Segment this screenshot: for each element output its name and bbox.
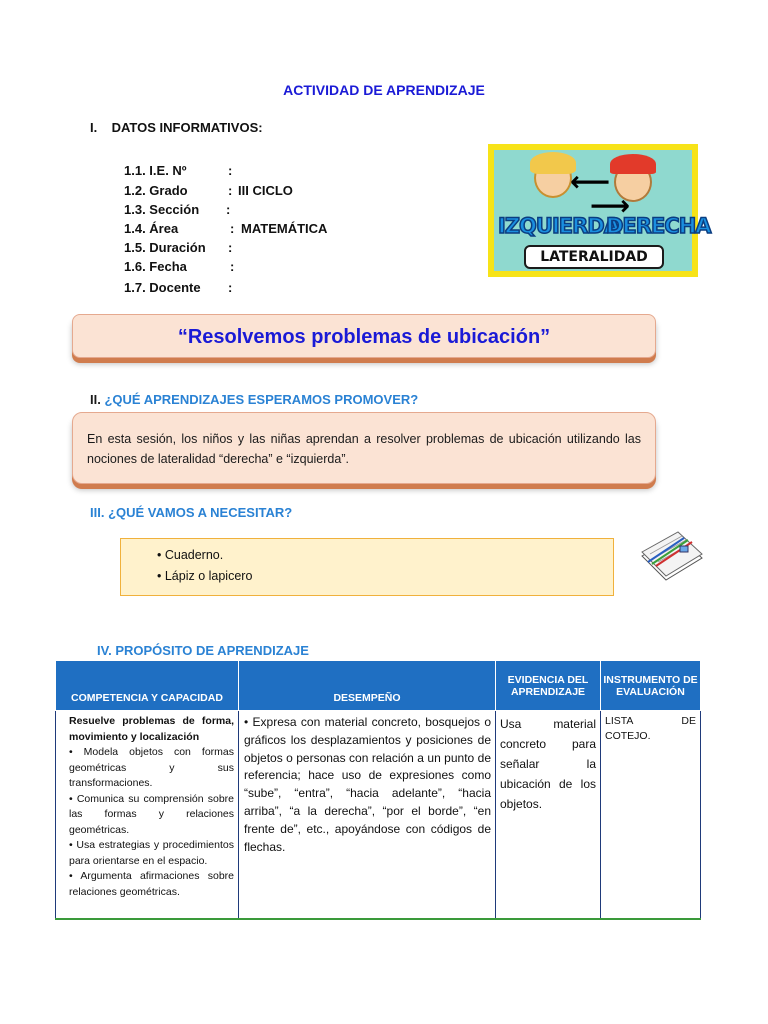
- info-colon: :: [228, 280, 233, 295]
- info-row-area: [124, 221, 328, 236]
- desempeno-cell: • Expresa con material concreto, bosquejos o gráficos los desplazamientos y posiciones de objetos o personas con relación a un punto de referencia; hace uso de expresiones como “sube”, “entra”, “hacia adelante”, “hacia arriba”, “a la derecha”, “por el borde”, “en frente de”, etc., apoyándose con códigos de flechas.: [239, 711, 496, 919]
- info-row-ie: [124, 163, 233, 178]
- section-3-label: ¿QUÉ VAMOS A NECESITAR?: [108, 505, 293, 520]
- learning-goals-box: En esta sesión, los niños y las niñas aprendan a resolver problemas de ubicación utilizando las nociones de lateralidad “derecha” e “izquierda”.: [72, 412, 656, 484]
- illustration-background: [494, 150, 711, 271]
- boy-cap-icon: [610, 154, 656, 174]
- info-colon: :: [230, 221, 235, 236]
- info-label: 1.1. I.E. Nº: [124, 163, 187, 178]
- table-row: [56, 711, 701, 919]
- info-row-docente: [124, 280, 233, 295]
- instrumento-cell: LISTA DE COTEJO.: [601, 711, 701, 919]
- info-label: 1.7. Docente: [124, 280, 201, 295]
- info-row-seccion: [124, 202, 231, 217]
- info-label: 1.3. Sección: [124, 202, 200, 217]
- info-colon: :: [228, 183, 233, 198]
- info-value: III CICLO: [238, 183, 293, 198]
- section-1-heading: [90, 120, 263, 135]
- document-title: ACTIVIDAD DE APRENDIZAJE: [283, 82, 485, 98]
- capacidad-item: • Argumenta afirmaciones sobre relaciones geométricas.: [69, 870, 234, 898]
- materials-box: [120, 538, 614, 596]
- section-4-number: IV.: [97, 643, 112, 658]
- info-colon: :: [228, 240, 233, 255]
- lateralidad-banner: LATERALIDAD: [524, 245, 664, 269]
- header-instrumento: INSTRUMENTO DE EVALUACIÓN: [601, 661, 701, 711]
- info-label: 1.5. Duración: [124, 240, 206, 255]
- material-item: • Cuaderno.: [157, 548, 224, 562]
- section-1-label: DATOS INFORMATIVOS:: [111, 120, 263, 135]
- table-header-row: [56, 661, 701, 711]
- capacidad-item: • Modela objetos con formas geométricas y sus transformaciones.: [69, 746, 234, 789]
- section-4-heading: [97, 643, 309, 658]
- info-row-grado: [124, 183, 293, 198]
- laterality-illustration: [488, 144, 711, 277]
- header-desempeno: DESEMPEÑO: [239, 661, 496, 711]
- section-1-number: I.: [90, 120, 98, 135]
- info-label: 1.4. Área: [124, 221, 179, 236]
- arrow-right-icon: ⟶: [590, 190, 631, 221]
- info-row-fecha: [124, 259, 235, 274]
- section-2-label: ¿QUÉ APRENDIZAJES ESPERAMOS PROMOVER?: [104, 392, 419, 407]
- info-label: 1.2. Grado: [124, 183, 188, 198]
- section-2-number: II.: [90, 392, 101, 407]
- activity-title-box: “Resolvemos problemas de ubicación”: [72, 314, 656, 358]
- info-colon: :: [230, 259, 235, 274]
- arrow-left-icon: ⟵: [570, 166, 611, 197]
- competencia-title: Resuelve problemas de forma, movimiento y localización: [69, 715, 234, 743]
- header-evidencia: EVIDENCIA DEL APRENDIZAJE: [496, 661, 601, 711]
- notebook-pencils-icon: [638, 522, 704, 582]
- capacidad-item: • Comunica su comprensión sobre las formas y relaciones geométricas.: [69, 792, 234, 836]
- section-2-heading: [90, 392, 418, 407]
- info-colon: :: [226, 202, 231, 217]
- purpose-table: [55, 660, 701, 920]
- section-3-heading: [90, 505, 292, 520]
- header-competencia: COMPETENCIA Y CAPACIDAD: [56, 661, 239, 711]
- info-colon: :: [228, 163, 233, 178]
- info-label: 1.6. Fecha: [124, 259, 187, 274]
- competencia-cell: [56, 711, 239, 919]
- section-4-label: PROPÓSITO DE APRENDIZAJE: [115, 643, 309, 658]
- izquierda-word: IZQUIERDA: [498, 214, 619, 238]
- evidencia-cell: Usa material concreto para señalar la ubicación de los objetos.: [496, 711, 601, 919]
- info-row-duracion: [124, 240, 233, 255]
- capacidad-item: • Usa estrategias y procedimientos para orientarse en el espacio.: [69, 839, 234, 867]
- derecha-word: DERECHA: [606, 214, 711, 238]
- section-3-number: III.: [90, 505, 105, 520]
- material-item: • Lápiz o lapicero: [157, 569, 253, 583]
- info-value: MATEMÁTICA: [241, 221, 328, 236]
